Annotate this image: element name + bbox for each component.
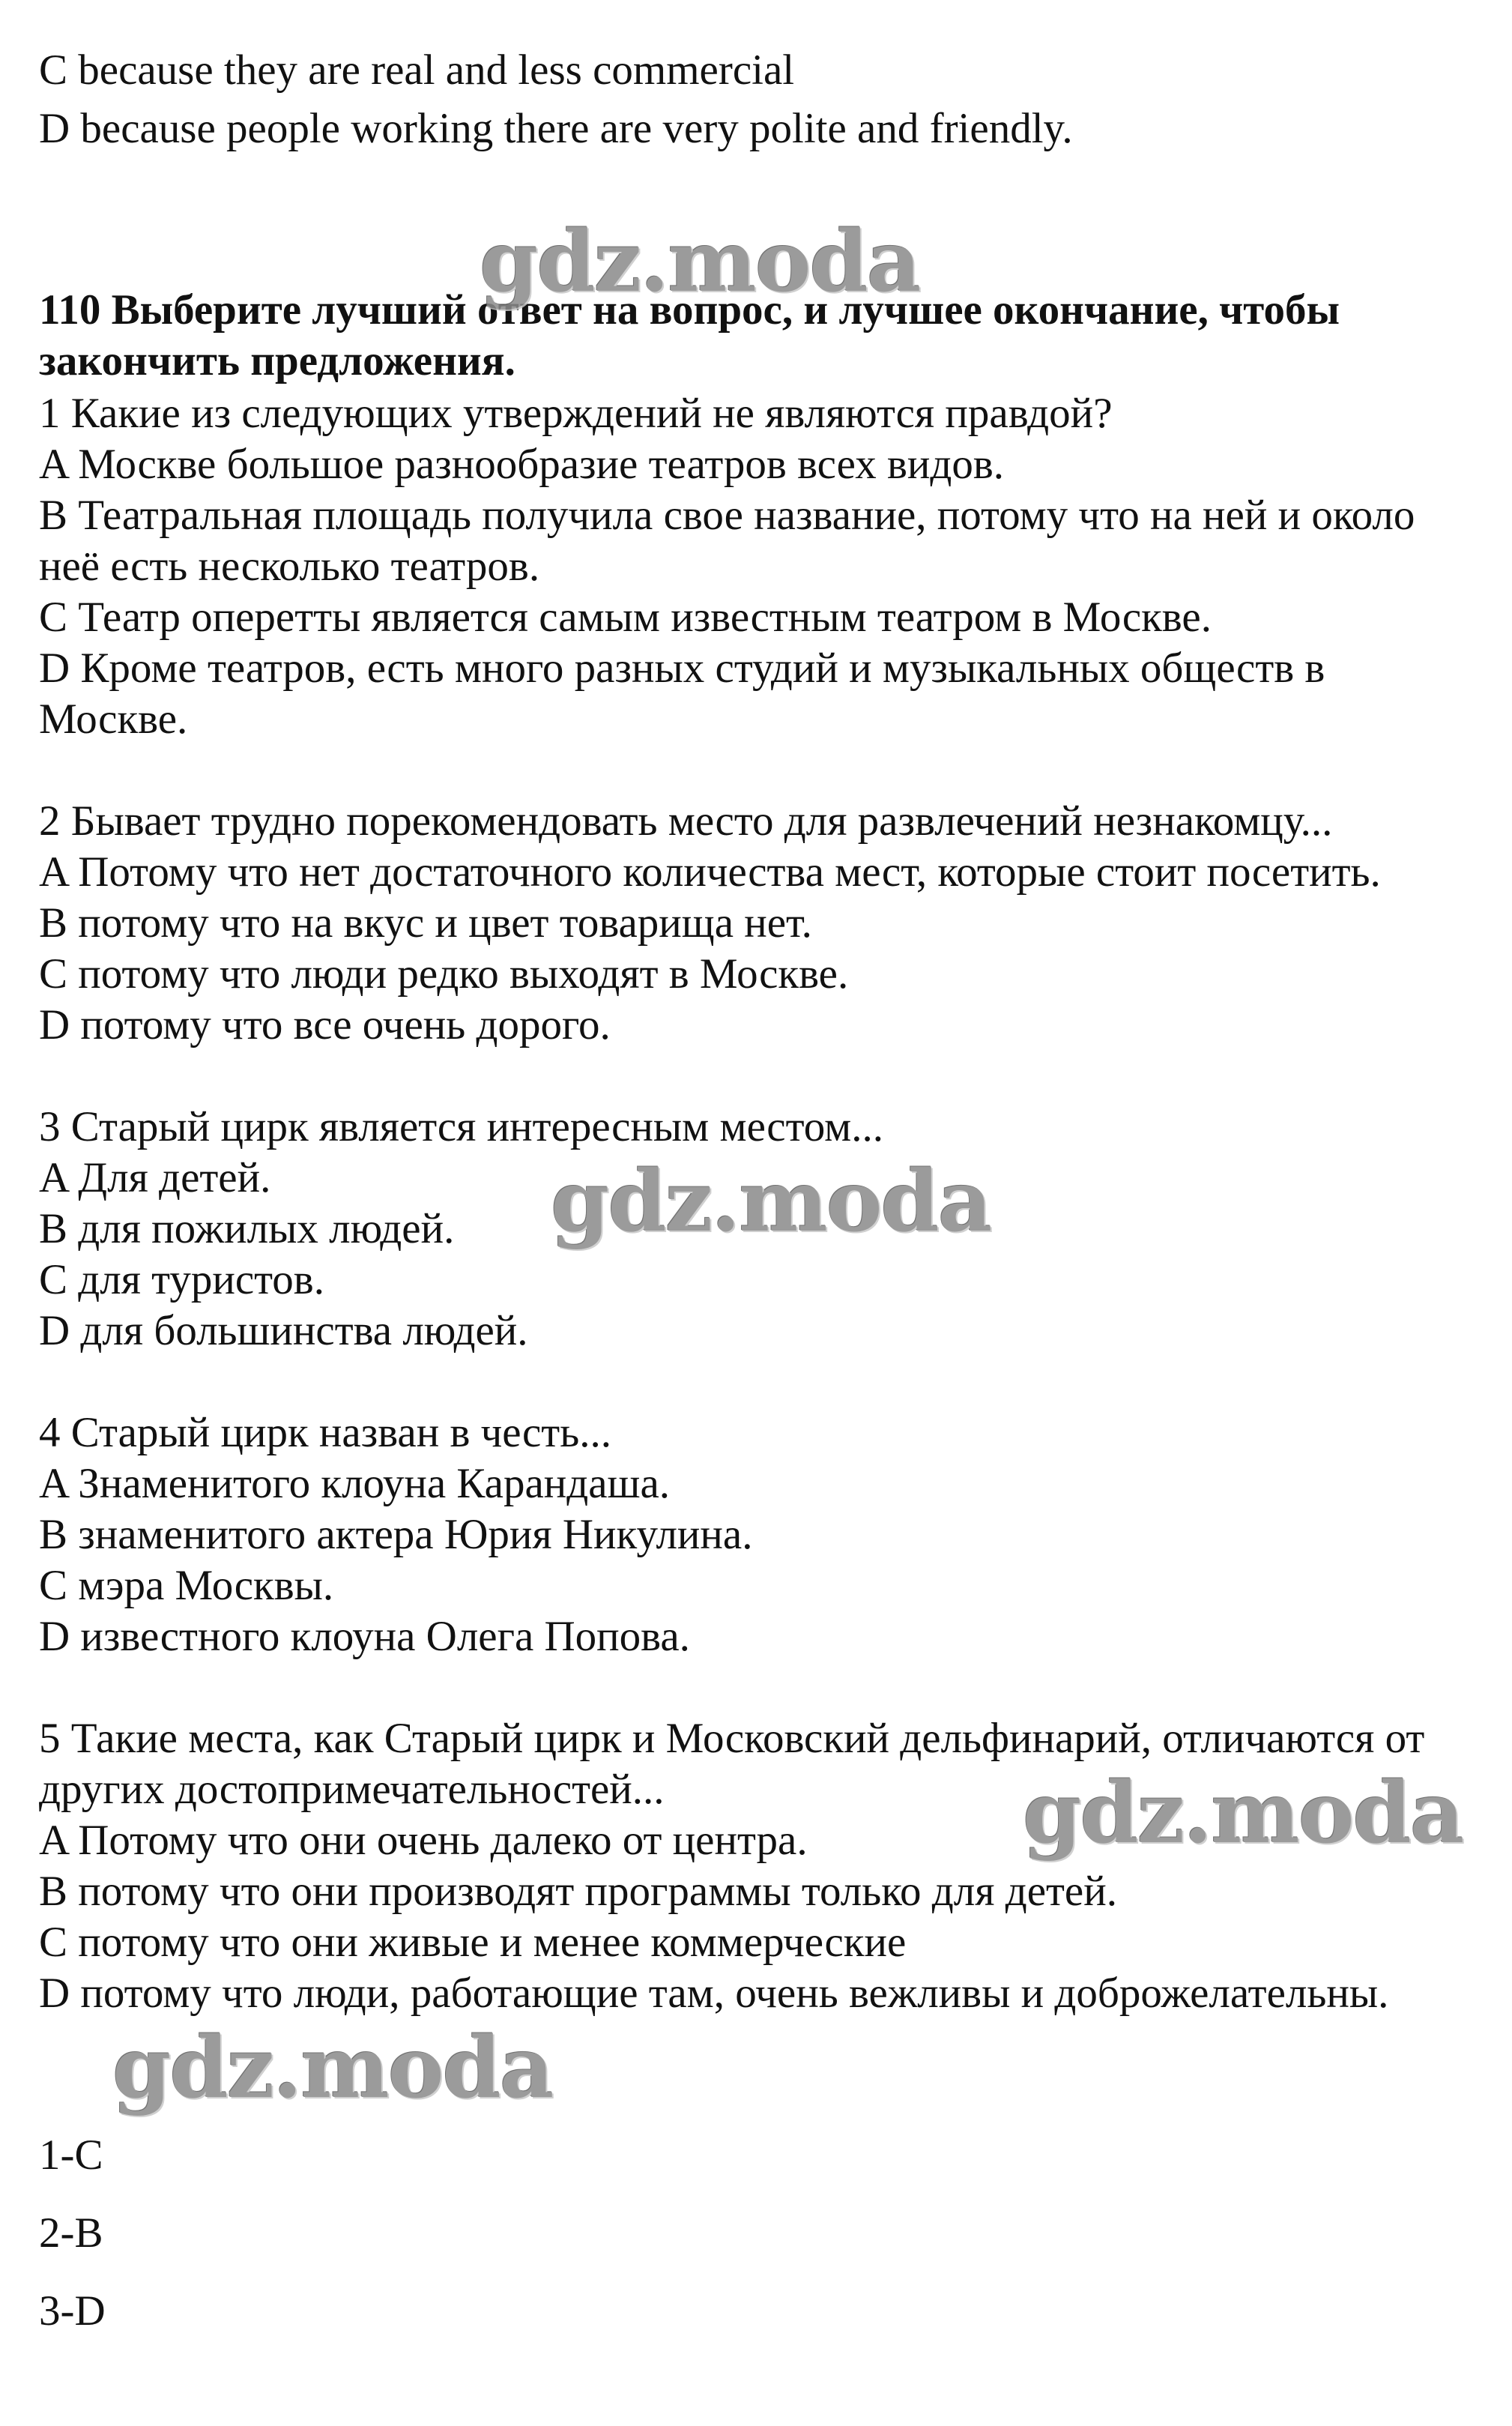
question-4-option-c: C мэра Москвы.: [39, 1562, 334, 1609]
answer-2: 2-B: [39, 2209, 103, 2257]
question-3-option-b: B для пожилых людей.: [39, 1205, 455, 1252]
question-5-option-b: B потому что они производят программы только для детей.: [39, 1868, 1117, 1915]
question-5-continued: других достопримечательностей...: [39, 1766, 665, 1813]
prev-option-d: D because people working there are very polite and friendly.: [39, 105, 1073, 152]
task-title-continued: закончить предложения.: [39, 337, 515, 384]
question-3-option-a: A Для детей.: [39, 1154, 271, 1201]
question-2-option-b: B потому что на вкус и цвет товарища нет.: [39, 899, 812, 947]
question-5: 5 Такие места, как Старый цирк и Московский дельфинарий, отличаются от: [39, 1715, 1425, 1762]
question-4-option-a: A Знаменитого клоуна Карандаша.: [39, 1460, 671, 1507]
question-1: 1 Какие из следующих утверждений не являются правдой?: [39, 390, 1113, 437]
question-1-option-b-continued: неё есть несколько театров.: [39, 543, 540, 590]
watermark-logo: gdz.moda: [480, 213, 920, 311]
question-4-option-d: D известного клоуна Олега Попова.: [39, 1613, 690, 1660]
task-title: 110 Выберите лучший ответ на вопрос, и лучшее окончание, чтобы: [39, 286, 1340, 334]
watermark-logo: gdz.moda: [112, 2019, 553, 2117]
answer-1: 1-C: [39, 2131, 103, 2179]
question-4-option-b: B знаменитого актера Юрия Никулина.: [39, 1511, 753, 1558]
question-2-option-c: C потому что люди редко выходят в Москве.: [39, 950, 849, 998]
question-5-option-d: D потому что люди, работающие там, очень вежливы и доброжелательны.: [39, 1970, 1389, 2017]
question-3-option-d: D для большинства людей.: [39, 1307, 528, 1354]
question-1-option-c: C Театр оперетты является самым известным театром в Москве.: [39, 594, 1212, 641]
question-1-option-d-continued: Москве.: [39, 695, 188, 743]
question-3: 3 Старый цирк является интересным местом...: [39, 1103, 883, 1150]
answer-3: 3-D: [39, 2287, 106, 2335]
question-2: 2 Бывает трудно порекомендовать место для развлечений незнакомцу...: [39, 797, 1333, 845]
question-1-option-b: B Театральная площадь получила свое название, потому что на ней и около: [39, 492, 1415, 539]
question-3-option-c: C для туристов.: [39, 1256, 324, 1303]
prev-option-c: C because they are real and less commercial: [39, 46, 795, 94]
watermark-logo: gdz.moda: [1023, 1764, 1463, 1862]
question-1-option-d: D Кроме театров, есть много разных студий и музыкальных обществ в: [39, 645, 1325, 692]
question-5-option-c: C потому что они живые и менее коммерческие: [39, 1919, 907, 1966]
question-5-option-a: A Потому что они очень далеко от центра.: [39, 1817, 808, 1864]
question-2-option-d: D потому что все очень дорого.: [39, 1001, 611, 1048]
question-2-option-a: A Потому что нет достаточного количества мест, которые стоит посетить.: [39, 848, 1381, 896]
question-1-option-a: A Москве большое разнообразие театров всех видов.: [39, 441, 1005, 488]
question-4: 4 Старый цирк назван в честь...: [39, 1409, 611, 1456]
watermark-logo: gdz.moda: [551, 1153, 991, 1251]
